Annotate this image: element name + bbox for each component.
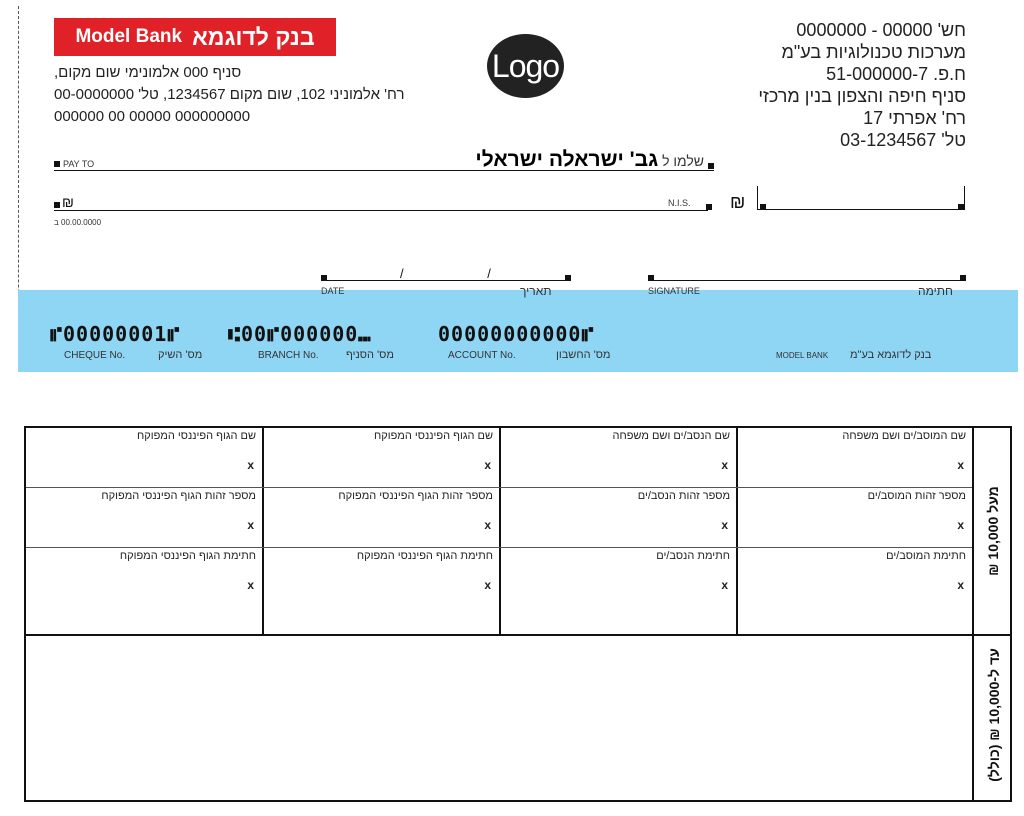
cell-endorsee-name[interactable] — [736, 428, 972, 488]
cell-institution-name-b[interactable] — [26, 428, 262, 488]
account-line-2: מערכות טכנולוגיות בע"מ — [781, 42, 966, 62]
pay-to-label: PAY TO — [63, 159, 95, 169]
branch-name: סניף 000 אלמונימי שום מקום, — [54, 64, 242, 81]
side-label-over-10000: מעל 10,000 ₪ — [985, 486, 1001, 576]
caption-institution-signature-a: חתימת הגוף הפיננסי המפוקח — [356, 550, 493, 562]
account-line-6: טל' 03-1234567 — [840, 130, 966, 150]
branch-codes: 000000 00 00000 000000000 — [54, 108, 251, 125]
amount-box-marker-left — [760, 204, 766, 210]
account-no-label-he: מס' החשבון — [556, 349, 611, 361]
x-mark: x — [484, 518, 491, 532]
caption-endorser-signature: חתימת הנסב/ים — [656, 550, 730, 562]
branch-no-label: BRANCH No. — [258, 350, 319, 361]
signature-line[interactable] — [648, 280, 966, 281]
caption-endorser-id: מספר זהות הנסב/ים — [637, 490, 730, 502]
x-mark: x — [247, 518, 254, 532]
x-mark: x — [957, 578, 964, 592]
amount-words-marker — [54, 202, 60, 208]
amount-box[interactable] — [757, 186, 965, 210]
account-line-3: ח.פ. 51-000000-7 — [826, 64, 966, 84]
cheque-code: 00.00.0000 ב — [54, 218, 102, 227]
signature-marker-right — [960, 275, 966, 281]
signature-label-he: חתימה — [918, 284, 953, 298]
branch-no-label-he: מס' הסניף — [346, 349, 394, 361]
micr-cheque-number: ⑈00000001⑈ — [50, 322, 181, 346]
bank-logo: Logo — [487, 34, 564, 98]
x-mark: x — [247, 458, 254, 472]
date-label: DATE — [321, 286, 345, 296]
x-mark: x — [957, 518, 964, 532]
x-mark: x — [721, 518, 728, 532]
nis-label: N.I.S. — [668, 198, 691, 208]
payee-name: גב' ישראלה ישראלי — [475, 148, 659, 171]
x-mark: x — [721, 458, 728, 472]
shekel-icon: ₪ — [62, 194, 74, 210]
amount-box-marker-right — [958, 204, 964, 210]
footer-bank-he: בנק לדוגמא בע"מ — [850, 349, 932, 361]
payto-end-marker — [708, 163, 714, 169]
caption-institution-id-b: מספר זהות הגוף הפיננסי המפוקח — [101, 490, 256, 502]
caption-institution-id-a: מספר זהות הגוף הפיננסי המפוקח — [338, 490, 493, 502]
caption-endorsee-id: מספר זהות המוסב/ים — [867, 490, 966, 502]
cell-institution-signature-b[interactable] — [26, 548, 262, 634]
side-label-up-to-10000: עד ל-10,000 ₪ (כולל) — [986, 648, 1002, 782]
caption-institution-signature-b: חתימת הגוף הפיננסי המפוקח — [119, 550, 256, 562]
side-divider — [972, 428, 974, 800]
account-line-4: סניף חיפה והצפון בנין מרכזי — [758, 86, 966, 106]
branch-address: רח' אלמוניני 102, שום מקום 1234567, טל' 00-0000000 — [54, 86, 405, 103]
micr-account-number: 00000000000⑈ — [438, 322, 595, 346]
footer-bank-en: MODEL BANK — [776, 351, 829, 360]
account-line-5: רח' אפרתי 17 — [863, 108, 966, 128]
nis-marker — [706, 204, 712, 210]
bank-brand-he: בנק לדוגמא — [192, 23, 315, 50]
date-marker-right — [565, 275, 571, 281]
cheque-no-label: CHEQUE No. — [64, 350, 126, 361]
cell-institution-id-a[interactable] — [262, 488, 499, 548]
caption-endorser-name: שם הנסב/ים ושם משפחה — [612, 430, 730, 442]
shekel-icon-amount: ₪ — [730, 192, 746, 212]
caption-endorsee-name: שם המוסב/ים ושם משפחה — [842, 430, 966, 442]
cell-endorser-name[interactable] — [499, 428, 736, 488]
cell-institution-id-b[interactable] — [26, 488, 262, 548]
cell-institution-signature-a[interactable] — [262, 548, 499, 634]
cell-endorser-signature[interactable] — [499, 548, 736, 634]
x-mark: x — [484, 578, 491, 592]
caption-institution-name-b: שם הגוף הפיננסי המפוקח — [137, 430, 256, 442]
micr-branch-number: ⑆00⑈000000⑉ — [228, 322, 372, 346]
endorsement-table — [24, 426, 1012, 802]
x-mark: x — [957, 458, 964, 472]
date-label-he: תאריך — [520, 284, 552, 298]
payto-marker — [54, 161, 60, 167]
amount-words-line[interactable] — [54, 210, 708, 211]
x-mark: x — [247, 578, 254, 592]
caption-endorsee-signature: חתימת המוסב/ים — [886, 550, 966, 562]
caption-institution-name-a: שם הגוף הפיננסי המפוקח — [374, 430, 493, 442]
cheque-no-label-he: מס' השיק — [158, 349, 203, 361]
pay-to-he-label: שלמו ל — [662, 153, 704, 169]
x-mark: x — [721, 578, 728, 592]
cell-endorser-id[interactable] — [499, 488, 736, 548]
lower-endorsement-area[interactable] — [26, 636, 972, 800]
account-no-label: ACCOUNT No. — [448, 350, 516, 361]
x-mark: x — [484, 458, 491, 472]
date-slashes: / / — [400, 266, 531, 281]
cell-endorsee-id[interactable] — [736, 488, 972, 548]
cell-endorsee-signature[interactable] — [736, 548, 972, 634]
bank-brand-en: Model Bank — [75, 26, 183, 47]
bank-brand-banner — [54, 18, 336, 56]
payee-field — [440, 148, 704, 172]
account-line-1: חש' 00000 - 0000000 — [796, 20, 966, 40]
cell-institution-name-a[interactable] — [262, 428, 499, 488]
signature-label: SIGNATURE — [648, 286, 700, 296]
